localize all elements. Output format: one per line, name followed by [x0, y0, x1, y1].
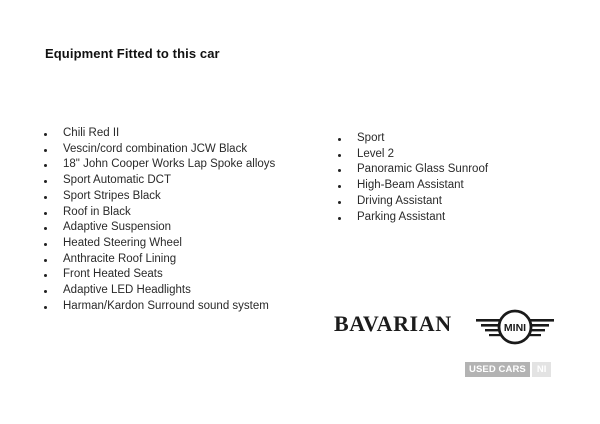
page-title: Equipment Fitted to this car	[45, 46, 220, 61]
list-item	[338, 131, 488, 147]
bullet-icon	[44, 259, 47, 262]
item-label: 18" John Cooper Works Lap Spoke alloys	[63, 158, 276, 171]
bullet-icon	[338, 138, 341, 141]
list-item	[338, 194, 488, 210]
item-label: Harman/Kardon Surround sound system	[63, 299, 269, 312]
list-item	[44, 126, 275, 142]
item-label: Adaptive Suspension	[63, 221, 172, 234]
item-label: Roof in Black	[63, 205, 131, 218]
list-item	[44, 157, 275, 173]
badge-used-cars: USED CARS	[465, 362, 530, 377]
item-label: Chili Red II	[63, 127, 120, 139]
item-label: Panoramic Glass Sunroof	[357, 163, 489, 176]
list-item	[44, 283, 275, 299]
item-label: Sport Automatic DCT	[63, 174, 172, 187]
list-item	[338, 178, 488, 194]
used-cars-badge	[465, 362, 551, 377]
bullet-icon	[44, 290, 47, 293]
dealer-logo: BAVARIAN	[334, 311, 452, 336]
bullet-icon	[44, 274, 47, 277]
item-label: Heated Steering Wheel	[63, 236, 182, 249]
badge-ni: NI	[532, 362, 552, 377]
bullet-icon	[44, 180, 47, 183]
item-label: Adaptive LED Headlights	[63, 284, 191, 297]
list-item	[44, 173, 275, 189]
item-label: Front Heated Seats	[63, 268, 163, 281]
bullet-icon	[338, 154, 341, 157]
item-label: Sport Stripes Black	[63, 189, 161, 202]
bullet-icon	[44, 196, 47, 199]
bullet-icon	[44, 212, 47, 215]
item-label: Driving Assistant	[357, 194, 443, 207]
mini-logo-icon	[476, 307, 554, 347]
list-item	[338, 210, 488, 226]
bullet-icon	[338, 185, 341, 188]
list-item	[44, 142, 275, 158]
list-item	[44, 220, 275, 236]
list-item	[44, 189, 275, 205]
bullet-icon	[44, 164, 47, 167]
mini-logo-text: MINI	[503, 322, 527, 334]
bullet-icon	[338, 217, 341, 220]
list-item	[44, 267, 275, 283]
item-label: High-Beam Assistant	[357, 179, 464, 192]
list-item	[338, 162, 488, 178]
item-label: Anthracite Roof Lining	[63, 252, 177, 265]
list-item	[44, 205, 275, 221]
equipment-list-right	[338, 131, 488, 225]
list-item	[44, 252, 275, 268]
item-label: Sport	[357, 132, 385, 144]
list-item	[338, 147, 488, 163]
item-label: Level 2	[357, 147, 395, 160]
bullet-icon	[44, 306, 47, 309]
item-label: Parking Assistant	[357, 210, 446, 223]
bullet-icon	[338, 201, 341, 204]
bullet-icon	[44, 133, 47, 136]
bullet-icon	[44, 227, 47, 230]
equipment-list-left	[44, 126, 275, 314]
bullet-icon	[44, 149, 47, 152]
bullet-icon	[44, 243, 47, 246]
list-item	[44, 236, 275, 252]
item-label: Vescin/cord combination JCW Black	[63, 142, 248, 155]
list-item	[44, 299, 275, 315]
bullet-icon	[338, 169, 341, 172]
